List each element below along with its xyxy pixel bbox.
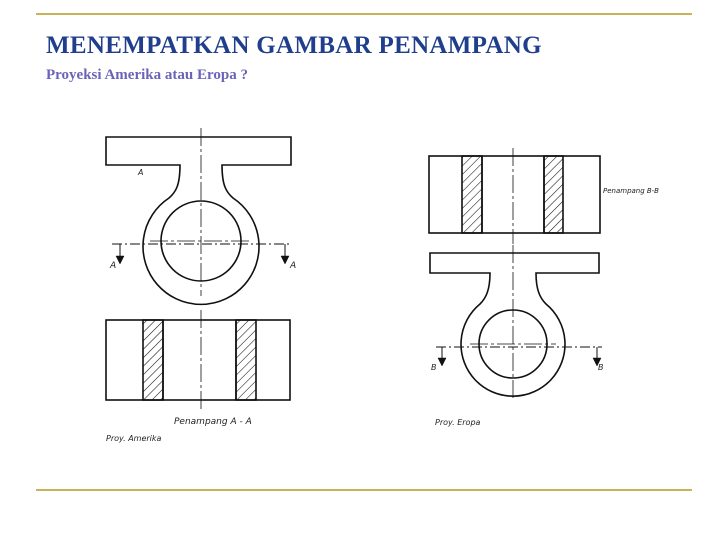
right-projection-caption: Proy. Eropa	[435, 418, 481, 427]
left-cut-arrow-left	[116, 244, 124, 264]
slide-title: MENEMPATKAN GAMBAR PENAMPANG	[46, 32, 542, 59]
right-drawing	[429, 148, 602, 400]
right-cut-arrow-left	[438, 347, 446, 366]
left-drawing	[106, 128, 292, 410]
left-section-caption: Penampang A - A	[174, 417, 252, 427]
left-cut-arrow-right	[281, 244, 289, 264]
left-section-view	[106, 320, 290, 400]
right-section-view	[429, 156, 600, 233]
right-cut-label-left: B	[431, 363, 437, 372]
right-section-caption: Penampang B-B	[603, 187, 659, 195]
right-top-view	[430, 253, 599, 396]
slide-subtitle: Proyeksi Amerika atau Eropa ?	[46, 67, 248, 83]
left-projection-caption: Proy. Amerika	[106, 434, 162, 443]
left-top-label: A	[138, 168, 144, 177]
right-cut-label-right: B	[598, 363, 604, 372]
left-top-view	[106, 137, 291, 304]
bottom-divider	[36, 489, 692, 491]
left-cut-label-right: A	[290, 261, 297, 271]
left-cut-label-left: A	[110, 261, 117, 271]
